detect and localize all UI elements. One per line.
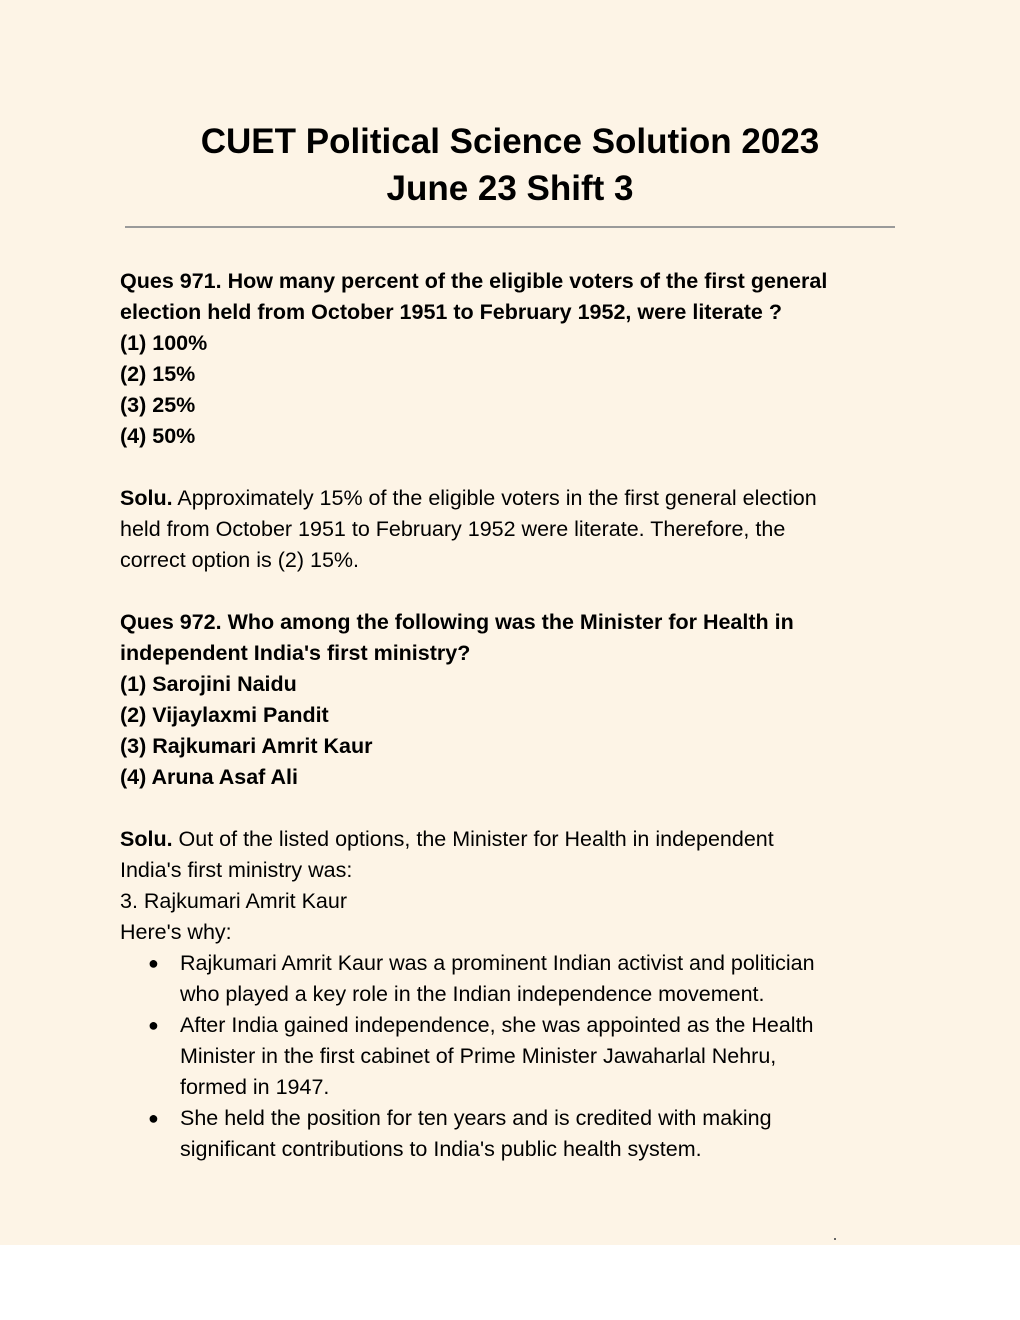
title-line-2: June 23 Shift 3 (386, 169, 634, 208)
solution-972-text-1: Out of the listed options, the Minister for Health in independent (172, 827, 774, 851)
question-971-option-1: (1) 100% (120, 331, 208, 355)
question-972-line-1: Ques 972. Who among the following was the Minister for Health in (120, 610, 794, 634)
question-971-line-2: election held from October 1951 to February 1952, were literate ? (120, 300, 782, 324)
solution-971-line-1 (120, 483, 900, 514)
page-edge-mark (834, 1238, 836, 1240)
solution-972-why: Here's why: (120, 920, 232, 944)
reason-item-2-line-3: formed in 1947. (180, 1075, 330, 1099)
question-972-option-2: (2) Vijaylaxmi Pandit (120, 703, 329, 727)
reason-item-1 (148, 948, 900, 1010)
question-972-line-2: independent India's first ministry? (120, 641, 471, 665)
reason-item-3-line-1: She held the position for ten years and is credited with making (180, 1106, 772, 1130)
reason-item-2-line-2: Minister in the first cabinet of Prime Minister Jawaharlal Nehru, (180, 1044, 777, 1068)
question-971 (120, 266, 900, 452)
question-972-option-3: (3) Rajkumari Amrit Kaur (120, 734, 373, 758)
bullet-icon: ● (148, 1015, 159, 1035)
solution-971-line-3: correct option is (2) 15%. (120, 548, 359, 572)
reason-list (120, 948, 900, 1165)
solution-972 (120, 824, 900, 1165)
spacer (120, 452, 900, 483)
question-972 (120, 607, 900, 793)
bullet-icon: ● (148, 1108, 159, 1128)
title-divider (125, 226, 895, 228)
title-line-1: CUET Political Science Solution 2023 (200, 122, 820, 161)
solution-972-line-1 (120, 824, 900, 855)
reason-item-3-line-2: significant contributions to India's public health system. (180, 1137, 702, 1161)
solution-971-line-2: held from October 1951 to February 1952 were literate. Therefore, the (120, 517, 786, 541)
solution-label: Solu. (120, 486, 173, 510)
reason-item-1-line-1: Rajkumari Amrit Kaur was a prominent Indian activist and politician (180, 951, 815, 975)
reason-item-1-line-2: who played a key role in the Indian independence movement. (180, 982, 765, 1006)
spacer (120, 576, 900, 607)
question-971-option-4: (4) 50% (120, 424, 196, 448)
spacer (120, 793, 900, 824)
page-title (0, 118, 1020, 212)
reason-item-3 (148, 1103, 900, 1165)
reason-item-2 (148, 1010, 900, 1103)
document-body (120, 266, 900, 1165)
bullet-icon: ● (148, 953, 159, 973)
reason-item-2-line-1: After India gained independence, she was appointed as the Health (180, 1013, 814, 1037)
solution-972-line-2: India's first ministry was: (120, 858, 353, 882)
question-971-line-1: Ques 971. How many percent of the eligible voters of the first general (120, 269, 828, 293)
question-972-option-1: (1) Sarojini Naidu (120, 672, 297, 696)
solution-971-text-1: Approximately 15% of the eligible voters in the first general election (172, 486, 817, 510)
solution-972-answer: 3. Rajkumari Amrit Kaur (120, 889, 348, 913)
question-971-option-3: (3) 25% (120, 393, 196, 417)
solution-971 (120, 483, 900, 576)
solution-label: Solu. (120, 827, 173, 851)
question-972-option-4: (4) Aruna Asaf Ali (120, 765, 298, 789)
question-971-option-2: (2) 15% (120, 362, 196, 386)
